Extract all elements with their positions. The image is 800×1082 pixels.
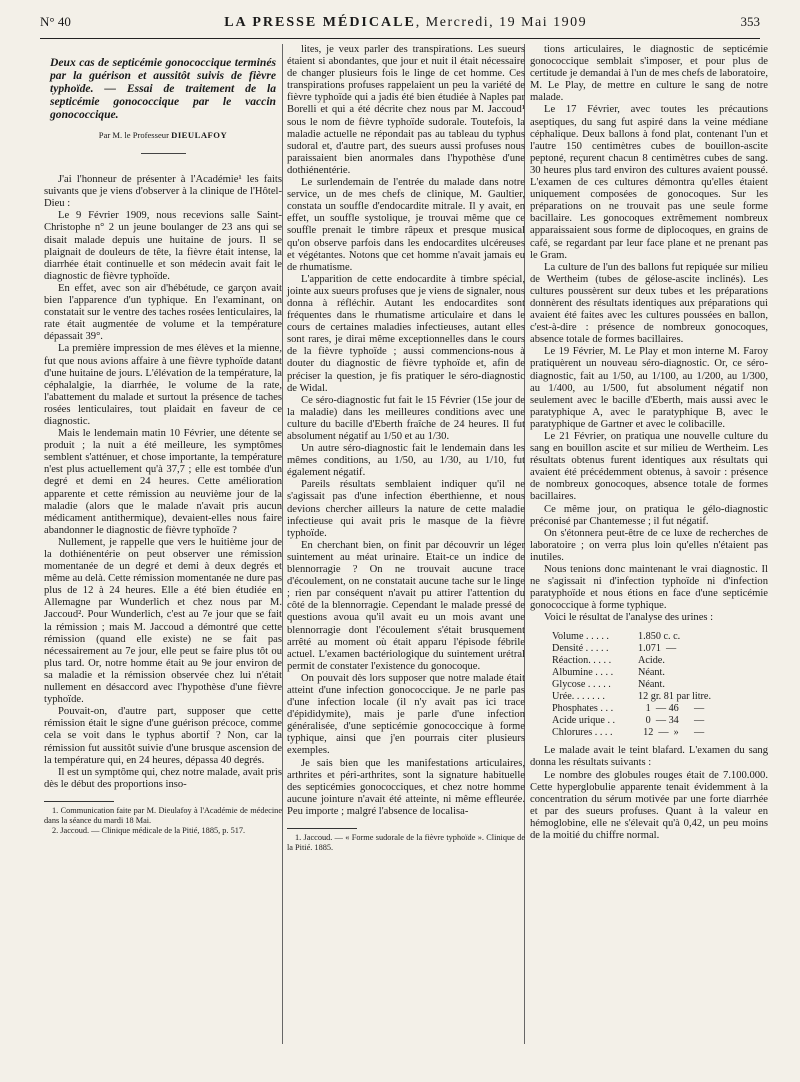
column-3 [530,44,768,842]
paragraph: La première impression de mes élèves et la mienne, fut que nous avions affaire à une fièvre typhoïde datant d'une huitaine de jours. L'élévation de la température, la céphalalgie, la diarrhée, le volume de la rate, l'abattement du malade et surtout la présence de taches rosées lenticulaires, tout plaidait en faveur de ce diagnostic. [44,343,282,427]
analysis-row [552,631,768,643]
footnote: 1. Communication faite par M. Dieulafoy à l'Académie de médecine dans la séance du mardi 18 Mai. [44,805,282,825]
analysis-value: 12 gr. 81 par litre. [638,690,711,702]
analysis-value: 1.071 — [638,642,677,654]
analysis-label: Glycose . . . . . [552,678,611,690]
analysis-row [552,679,768,691]
title-rule [141,153,186,154]
header-rule [40,38,760,39]
column-2-footnotes [287,833,525,853]
paragraph: Le 19 Février, M. Le Play et mon interne M. Faroy pratiquèrent un nouveau séro-diagnostic. Or, ce séro-diagnostic, fait au 1/50, au 1/100, au 1/200, au 1/300, au 1/400, au 1/500, fut absolument négatif non seulement avec le bacille d'Eberth, mais aussi avec le paratyphique A, avec le paratyphique B, avec le paratyphique de Gartner et avec le colibacille. [530,346,768,430]
journal-title: LA PRESSE MÉDICALE [224,15,416,30]
header-center [224,15,587,31]
analysis-value: 12 — » — [638,727,705,739]
footnote-rule [287,828,357,829]
paragraph: Le malade avait le teint blafard. L'examen du sang donna les résultats suivants : [530,745,768,769]
paragraph: L'apparition de cette endocardite à timbre spécial, jointe aux sueurs profuses que je viens de signaler, nous donna à réfléchir. Autant les endocardites sont fréquentes dans le rhumatisme articulaire et dans le cours de certaines maladies infectieuses, autant elles sont rares, je dirai même exceptionnelles dans le cours de la fièvre typhoïde ; aussi commencions-nous à douter du diagnostic de fièvre typhoïde et, afin de préciser la question, je fis pratiquer le séro-diagnostic de Widal. [287,273,525,394]
analysis-value: Néant. [638,666,665,678]
analysis-row [552,715,768,727]
analysis-label: Chlorures . . . . [552,727,613,739]
analysis-value: Acide. [638,654,665,666]
paragraph: On s'étonnera peut-être de ce luxe de recherches de laboratoire ; on verra plus loin qu'elles n'étaient pas inutiles. [530,527,768,563]
analysis-label: Réaction. . . . . [552,654,612,666]
paragraph: Un autre séro-diagnostic fait le lendemain dans les mêmes conditions, au 1/50, au 1/30, au 1/10, fut également négatif. [287,443,525,479]
analysis-value: 1 — 46 — [638,703,705,715]
paragraph: Voici le résultat de l'analyse des urines : [544,612,714,624]
column-3-conclusion [530,745,768,842]
paragraph: lites, je veux parler des transpirations. Les sueurs étaient si abondantes, que jour et nuit il était nécessaire de changer plusieurs fois le linge de cet homme. Ces transpirations profuses rappelaient un peu la variété de fièvre typhoïde qui a jadis été bien étudiée à Naples par Borelli et qui a été décrite chez nous par M. Jaccoud¹ sous le nom de fièvre typhoïde sudorale. Toutefois, la maladie actuelle ne répondait pas au tableau du typhus sudoral et, d'autre part, des sueurs aussi profuses nous paraissaient bien anormales dans l'hypothèse d'une dothiénentérie. [287,44,525,176]
author-prefix: Par M. le Professeur [98,130,169,140]
running-header [40,14,760,36]
paragraph: Il est un symptôme qui, chez notre malade, avait pris dès le début des proportions inso- [44,766,282,790]
page-number: 353 [740,14,760,29]
paragraph: Mais le lendemain matin 10 Février, une détente se produit ; la nuit a été meilleure, les symptômes semblent s'atténuer, et chose importante, la température n'est plus actuellement qu'à 37,7 ; elle est tombée d'un degré et demi en 24 heures. Cette amélioration apparente et cette rémission au neuvième jour de la maladie (alors que le malade n'avait pris aucun médicament antithermique), devaient-elles nous faire abandonner le diagnostic de fièvre typhoïde ? [44,428,282,536]
paragraph: On pouvait dès lors supposer que notre malade était atteint d'une infection gonococcique. Je ne parle pas d'une infection locale (il n'y avait pas ici trace d'épididymite), mais je parle d'une infection généralisée, d'une septicémie gonococcique à forme typhique, ainsi que j'en pourrais citer plusieurs exemples. [287,672,525,757]
analysis-label: Phosphates . . . [552,703,614,715]
footnote: 2. Jaccoud. — Clinique médicale de la Pitié, 1885, p. 517. [52,825,246,835]
paragraph: Nullement, je rappelle que vers le huitième jour de la dothiénentérie on peut observer une rémission momentanée de un degré et demi à deux degrés et même au delà. Cette rémission momentanée ne dure pas plus de 12 à 24 heures. Elle a été bien étudiée en Allemagne par Wunderlich et chez nous par M. Jaccoud². Pour Wunderlich, c'est au 7e jour que se fait la rémission ; mais M. Jaccoud a démontré que cette rémission (quand elle existe) ne se fait pas nécessairement au 7e jour, elle peut se faire plus tôt ou plus tard. Or, notre homme était au 9e jour environ de sa maladie et la rémission observée chez lui n'était nullement en désaccord avec l'hypothèse d'une fièvre typhoïde. [44,536,282,706]
column-3-body [530,44,768,625]
column-1 [44,44,282,836]
paragraph: J'ai l'honneur de présenter à l'Académie¹ les faits suivants que je viens d'observer à la clinique de l'Hôtel-Dieu : [44,174,282,210]
column-1-body [44,174,282,791]
analysis-value: Néant. [638,678,665,690]
column-2-body [287,44,525,818]
analysis-row [552,727,768,739]
paragraph: Ce séro-diagnostic fut fait le 15 Février (15e jour de la maladie) dans les meilleures conditions avec une culture du bacille d'Eberth fraîche de 24 heures. Il fut absolument négatif au 1/50 et au 1/30. [287,394,525,442]
paragraph: Pareils résultats semblaient indiquer qu'il ne s'agissait pas d'une infection éberthienne, et nous devions chercher ailleurs la nature de cette maladie infectieuse qui avait pris le masque de la fièvre typhoïde. [287,479,525,539]
analysis-value: 1.850 c. c. [638,630,681,642]
paragraph: La culture de l'un des ballons fut repiquée sur milieu de Wertheim (tubes de gélose-ascite inclinés). Les cultures poussèrent sur deux tubes et les préparations donnèrent des résultats identiques aux préparations qui avaient été faites avec les cultures poussées en ballon, c'est-à-dire : présence de nombreux gonocoques, absence totale de formes bacillaires. [530,261,768,346]
analysis-row [552,667,768,679]
footnote-rule [44,801,114,802]
issue-date: , Mercredi, 19 Mai 1909 [415,15,588,30]
paragraph: Je sais bien que les manifestations articulaires, arthrites et péri-arthrites, sont la signature habituelle des septicémies gonococciques, et chez notre homme aucune jointure n'avait été atteinte, ni même effleurée. Peu importe ; malgré l'absence de localisa- [287,757,525,817]
paragraph: Le 17 Février, avec toutes les précautions aseptiques, du sang fut aspiré dans la veine médiane céphalique. Deux ballons à fond plat, contenant l'un et l'autre 150 centimètres cubes de bouillon-ascite peptoné, reçurent chacun 8 centimètres cubes de sang. 30 heures plus tard environ des cultures avaient poussé. L'examen de ces cultures démontra qu'elles étaient uniquement composées de gonocoques. Sur les préparations on ne trouvait pas une seule forme bacillaire. Les gonocoques extrêmement nombreux apparaissaient sous forme de diplocoques, en grains de café, se regardant par leur face plane et ne prenant pas le Gram. [530,104,768,261]
analysis-label: Volume . . . . . [552,630,609,642]
article-author [44,129,282,141]
issue-number: N° 40 [40,14,71,29]
paragraph: Le nombre des globules rouges était de 7.100.000. Cette hyperglobulie apparente tenait évidemment à la concentration du sérum motivée par une forte diarrhée et par des sueurs profuses. Quant à la valeur en hémoglobine, elle ne s'élevait qu'à 0,42, un peu moins de la moitié du chiffre normal. [530,769,768,841]
paragraph: Le 9 Février 1909, nous recevions salle Saint-Christophe n° 2 un jeune boulanger de 23 ans qui se disait malade depuis une huitaine de jours. Il se plaignait de douleurs de tête, la fièvre était intense, la diarrhée était continuelle et son médecin avait fait le diagnostic de fièvre typhoïde. [44,210,282,282]
column-2 [287,44,525,853]
analysis-label: Albumine . . . . [552,666,614,678]
paragraph: Ce même jour, on pratiqua le gélo-diagnostic préconisé par Chantemesse ; il fut négatif. [530,503,768,527]
article-title: Deux cas de septicémie gonococcique terminés par la guérison et aussitôt suivis de fièvre typhoïde. — Essai de traitement de la septicémie gonococcique par le vaccin gonococcique. [50,56,276,121]
column-1-footnotes [44,806,282,836]
analysis-row [552,655,768,667]
analysis-label: Urée. . . . . . . [552,690,605,702]
paragraph: Pouvait-on, d'autre part, supposer que cette rémission était le signe d'une guérison précoce, comme cela se voit dans le typhus abortif ? Non, car la rémission fut aussitôt suivie d'une brusque ascension de la température qui, en 24 heures, dépassa 40 degrés. [44,706,282,766]
paragraph: En cherchant bien, on finit par découvrir un léger suintement au méat urinaire. Etait-ce un indice de blennorragie ? On ne trouvait aucune trace d'écoulement, on ne constatait aucune tache sur le linge ; rien par conséquent n'avait pu attirer l'attention du côté de la blennorragie. Cependant le malade pressé de questions avoua qu'il avait eu un mois avant une blennorragie dont l'écoulement s'était brusquement arrêté au moment où était apparu l'épisode fébrile actuel. L'examen bactériologique du suintement urétral permit de constater l'existence du gonocoque. [287,539,525,672]
analysis-row [552,643,768,655]
paragraph: En effet, avec son air d'hébétude, ce garçon avait bien l'apparence d'un typhique. En l'examinant, on constatait sur le ventre des taches rosées lenticulaires, la rate était augmentée de volume et la température dépassait 39°. [44,282,282,343]
analysis-label: Densité . . . . . [552,642,609,654]
analysis-row [552,703,768,715]
paragraph: Nous tenions donc maintenant le vrai diagnostic. Il ne s'agissait ni d'infection typhoïde ni d'infection paratyphoïde et nous étions en face d'une septicémie gonococcique à forme typhique. [530,564,768,612]
urine-analysis-table [552,631,768,740]
footnote: 1. Jaccoud. — « Forme sudorale de la fièvre typhoïde ». Clinique de la Pitié. 1885. [287,833,525,852]
column-separator [282,44,283,1044]
paragraph: tions articulaires, le diagnostic de septicémie gonococcique semblait s'imposer, et pour plus de certitude je demandai à l'un de mes chefs de laboratoire, M. Le Play, de mettre en culture le sang de notre malade. [530,44,768,104]
paragraph: Le surlendemain de l'entrée du malade dans notre service, un de mes chefs de clinique, M. Gaultier, constata un souffle d'endocardite mitrale. Il y avait, en effet, un souffle systolique, je trouvai même que ce souffle prenait le timbre râpeux et presque musical qu'on observe parfois dans les endocardites ulcéreuses et végétantes. Notons que cet homme n'avait jamais eu de rhumatisme. [287,177,525,273]
analysis-label: Acide urique . . [552,715,616,727]
analysis-value: 0 — 34 — [638,715,705,727]
analysis-row [552,691,768,703]
author-name: DIEULAFOY [171,130,228,140]
paragraph: Le 21 Février, on pratiqua une nouvelle culture du sang en bouillon ascite et sur milieu de Wertheim. Les résultats obtenus furent identiques aux résultats qui avaient été précédemment obtenus, à savoir : présence de nombreux gonocoques, absence totale de formes bacillaires. [530,431,768,503]
